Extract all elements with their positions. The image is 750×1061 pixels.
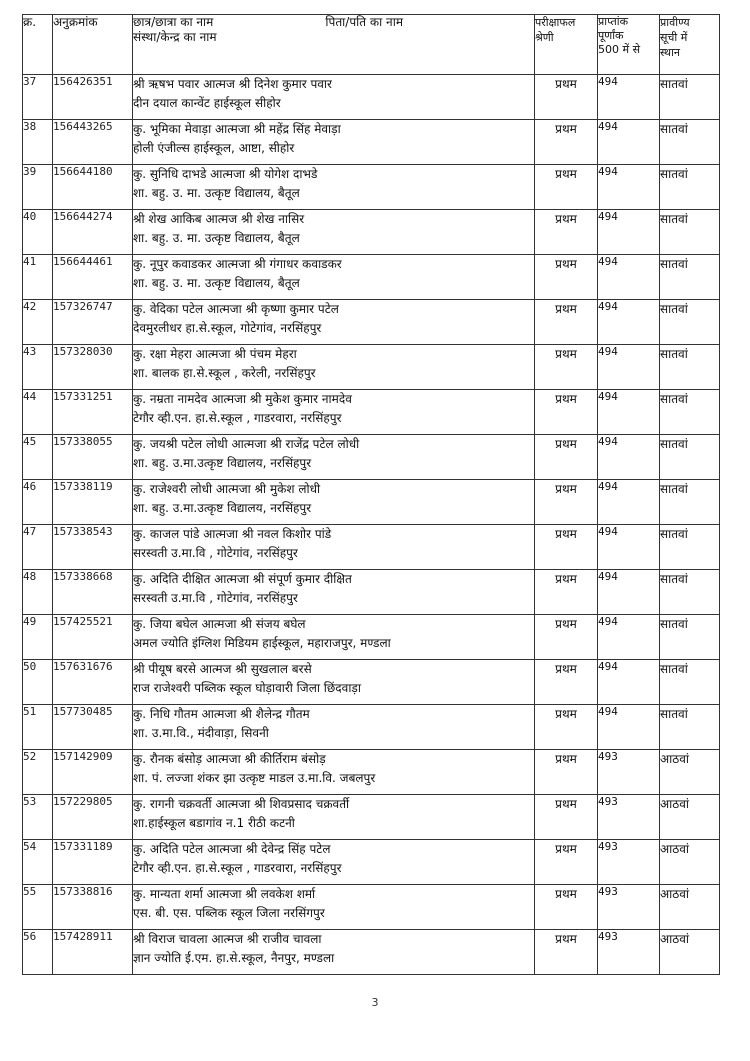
table-row	[23, 345, 720, 390]
result-category-cell: प्रथम	[535, 390, 598, 435]
table-row	[23, 120, 720, 165]
marks-cell: 494	[598, 615, 660, 660]
marks-cell: 494	[598, 390, 660, 435]
table-row	[23, 570, 720, 615]
roll-number-cell: 157730485	[53, 705, 133, 750]
serial-cell: 54	[23, 840, 53, 885]
serial-cell: 55	[23, 885, 53, 930]
student-parent-name: श्री विराज चावला आत्मज श्री राजीव चावला	[133, 932, 322, 946]
table-row	[23, 615, 720, 660]
school-name: शा.हाईस्कूल बडागांव न.1 रीठी कटनी	[133, 816, 295, 830]
school-name: शा. बहु. उ.मा.उत्कृष्ट विद्यालय, नरसिंहपुर	[133, 501, 312, 515]
table-row	[23, 705, 720, 750]
roll-number-cell: 156644274	[53, 210, 133, 255]
result-category-cell: प्रथम	[535, 525, 598, 570]
marks-cell: 494	[598, 165, 660, 210]
merit-rank-cell: सातवां	[660, 615, 720, 660]
serial-cell: 49	[23, 615, 53, 660]
name-cell	[133, 345, 535, 390]
roll-number-cell: 157338668	[53, 570, 133, 615]
name-cell	[133, 300, 535, 345]
name-cell	[133, 435, 535, 480]
name-cell	[133, 660, 535, 705]
school-name: शा. बहु. उ.मा.उत्कृष्ट विद्यालय, नरसिंहपुर	[133, 456, 312, 470]
roll-number-cell: 157338543	[53, 525, 133, 570]
roll-number-cell: 157328030	[53, 345, 133, 390]
school-name: सरस्वती उ.मा.वि , गोटेगांव, नरसिंहपुर	[133, 591, 298, 605]
marks-cell: 494	[598, 570, 660, 615]
merit-rank-cell: सातवां	[660, 210, 720, 255]
student-parent-name: कु. रागनी चक्रवर्ती आत्मजा श्री शिवप्रसाद चक्रवर्ती	[133, 797, 350, 811]
marks-cell: 494	[598, 705, 660, 750]
merit-rank-cell: सातवां	[660, 705, 720, 750]
merit-rank-cell: आठवां	[660, 840, 720, 885]
marks-cell: 494	[598, 210, 660, 255]
marks-cell: 494	[598, 255, 660, 300]
marks-cell: 493	[598, 840, 660, 885]
roll-number-cell: 156426351	[53, 75, 133, 120]
merit-list-table	[22, 14, 720, 975]
table-row	[23, 750, 720, 795]
roll-number-cell: 156644180	[53, 165, 133, 210]
name-cell	[133, 795, 535, 840]
name-cell	[133, 570, 535, 615]
roll-number-cell: 156443265	[53, 120, 133, 165]
header-roll-number: अनुक्रमांक	[53, 15, 133, 75]
name-cell	[133, 255, 535, 300]
table-row	[23, 300, 720, 345]
serial-cell: 41	[23, 255, 53, 300]
roll-number-cell: 157631676	[53, 660, 133, 705]
merit-rank-cell: सातवां	[660, 300, 720, 345]
student-parent-name: कु. मान्यता शर्मा आत्मजा श्री लवकेश शर्मा	[133, 887, 316, 901]
merit-rank-cell: सातवां	[660, 390, 720, 435]
header-merit-rank: प्रावीण्य सूची में स्थान	[660, 15, 720, 75]
student-parent-name: श्री पीयूष बरसे आत्मज श्री सुखलाल बरसे	[133, 662, 312, 676]
result-category-cell: प्रथम	[535, 570, 598, 615]
table-body	[23, 75, 720, 975]
roll-number-cell: 157428911	[53, 930, 133, 975]
marks-cell: 494	[598, 75, 660, 120]
merit-rank-cell: सातवां	[660, 255, 720, 300]
result-category-cell: प्रथम	[535, 300, 598, 345]
merit-rank-cell: सातवां	[660, 525, 720, 570]
table-row	[23, 525, 720, 570]
merit-rank-cell: आठवां	[660, 885, 720, 930]
table-row	[23, 435, 720, 480]
serial-cell: 53	[23, 795, 53, 840]
marks-cell: 494	[598, 660, 660, 705]
school-name: शा. बहु. उ. मा. उत्कृष्ट विद्यालय, बैतूल	[133, 231, 300, 245]
table-row	[23, 930, 720, 975]
name-cell	[133, 885, 535, 930]
marks-cell: 494	[598, 120, 660, 165]
serial-cell: 44	[23, 390, 53, 435]
result-category-cell: प्रथम	[535, 705, 598, 750]
header-student-name: छात्र/छात्रा का नाम	[133, 15, 214, 29]
name-cell	[133, 390, 535, 435]
serial-cell: 46	[23, 480, 53, 525]
student-parent-name: कु. नम्रता नामदेव आत्मजा श्री मुकेश कुमार नामदेव	[133, 392, 352, 406]
school-name: शा. बालक हा.से.स्कूल , करेली, नरसिंहपुर	[133, 366, 316, 380]
result-category-cell: प्रथम	[535, 795, 598, 840]
serial-cell: 50	[23, 660, 53, 705]
result-category-cell: प्रथम	[535, 120, 598, 165]
student-parent-name: कु. रक्षा मेहरा आत्मजा श्री पंचम मेहरा	[133, 347, 297, 361]
school-name: राज राजेश्वरी पब्लिक स्कूल घोड़ावारी जिला छिंदवाड़ा	[133, 681, 361, 695]
name-cell	[133, 840, 535, 885]
roll-number-cell: 157338119	[53, 480, 133, 525]
marks-cell: 494	[598, 480, 660, 525]
header-parent-name: पिता/पति का नाम	[325, 15, 403, 29]
school-name: अमल ज्योति इंग्लिश मिडियम हाईस्कूल, महाराजपुर, मण्डला	[133, 636, 391, 650]
roll-number-cell: 157142909	[53, 750, 133, 795]
school-name: देवमुरलीधर हा.से.स्कूल, गोटेगांव, नरसिंहपुर	[133, 321, 322, 335]
student-parent-name: कु. अदिति दीक्षित आत्मजा श्री संपूर्ण कुमार दीक्षित	[133, 572, 352, 586]
merit-rank-cell: सातवां	[660, 570, 720, 615]
roll-number-cell: 157331251	[53, 390, 133, 435]
name-cell	[133, 75, 535, 120]
result-category-cell: प्रथम	[535, 435, 598, 480]
school-name: एस. बी. एस. पब्लिक स्कूल जिला नरसिंगपुर	[133, 906, 325, 920]
serial-cell: 40	[23, 210, 53, 255]
name-cell	[133, 480, 535, 525]
result-category-cell: प्रथम	[535, 75, 598, 120]
roll-number-cell: 157229805	[53, 795, 133, 840]
name-cell	[133, 750, 535, 795]
marks-cell: 493	[598, 930, 660, 975]
table-row	[23, 795, 720, 840]
student-parent-name: कु. निधि गौतम आत्मजा श्री शैलेन्द्र गौतम	[133, 707, 310, 721]
marks-cell: 493	[598, 885, 660, 930]
table-row	[23, 480, 720, 525]
header-school-name: संस्था/केन्द्र का नाम	[133, 30, 217, 44]
result-category-cell: प्रथम	[535, 750, 598, 795]
name-cell	[133, 165, 535, 210]
merit-rank-cell: सातवां	[660, 165, 720, 210]
student-parent-name: कु. सुनिधि दाभडे आत्मजा श्री योगेश दाभडे	[133, 167, 318, 181]
roll-number-cell: 156644461	[53, 255, 133, 300]
marks-cell: 494	[598, 300, 660, 345]
school-name: ज्ञान ज्योति ई.एम. हा.से.स्कूल, नैनपुर, मण्डला	[133, 951, 335, 965]
school-name: टेगौर व्ही.एन. हा.से.स्कूल , गाडरवारा, नरसिंहपुर	[133, 411, 342, 425]
school-name: दीन दयाल कान्वेंट हाईस्कूल सीहोर	[133, 96, 281, 110]
school-name: टेगौर व्ही.एन. हा.से.स्कूल , गाडरवारा, नरसिंहपुर	[133, 861, 342, 875]
table-row	[23, 390, 720, 435]
merit-rank-cell: सातवां	[660, 75, 720, 120]
roll-number-cell: 157338055	[53, 435, 133, 480]
serial-cell: 45	[23, 435, 53, 480]
merit-rank-cell: सातवां	[660, 480, 720, 525]
result-category-cell: प्रथम	[535, 840, 598, 885]
student-parent-name: कु. वेदिका पटेल आत्मजा श्री कृष्णा कुमार पटेल	[133, 302, 339, 316]
student-parent-name: कु. काजल पांडे आत्मजा श्री नवल किशोर पांडे	[133, 527, 332, 541]
marks-cell: 493	[598, 750, 660, 795]
result-category-cell: प्रथम	[535, 210, 598, 255]
result-category-cell: प्रथम	[535, 255, 598, 300]
result-category-cell: प्रथम	[535, 660, 598, 705]
student-parent-name: कु. रौनक बंसोड़ आत्मजा श्री कीर्तिराम बंसोड़	[133, 752, 326, 766]
merit-rank-cell: सातवां	[660, 345, 720, 390]
school-name: शा. पं. लज्जा शंकर झा उत्कृष्ट माडल उ.मा.वि. जबलपुर	[133, 771, 376, 785]
table-row	[23, 660, 720, 705]
student-parent-name: कु. भूमिका मेवाड़ा आत्मजा श्री महेंद्र सिंह मेवाड़ा	[133, 122, 341, 136]
name-cell	[133, 210, 535, 255]
result-category-cell: प्रथम	[535, 885, 598, 930]
table-row	[23, 840, 720, 885]
name-cell	[133, 525, 535, 570]
school-name: होली एंजील्स हाईस्कूल, आष्टा, सीहोर	[133, 141, 295, 155]
marks-cell: 494	[598, 525, 660, 570]
header-name	[133, 15, 535, 75]
roll-number-cell: 157331189	[53, 840, 133, 885]
serial-cell: 42	[23, 300, 53, 345]
table-row	[23, 255, 720, 300]
school-name: शा. बहु. उ. मा. उत्कृष्ट विद्यालय, बैतूल	[133, 186, 300, 200]
school-name: शा. बहु. उ. मा. उत्कृष्ट विद्यालय, बैतूल	[133, 276, 300, 290]
result-category-cell: प्रथम	[535, 480, 598, 525]
serial-cell: 48	[23, 570, 53, 615]
student-parent-name: श्री ऋषभ पवार आत्मज श्री दिनेश कुमार पवार	[133, 77, 332, 91]
name-cell	[133, 120, 535, 165]
roll-number-cell: 157338816	[53, 885, 133, 930]
student-parent-name: कु. अदिति पटेल आत्मजा श्री देवेन्द्र सिंह पटेल	[133, 842, 331, 856]
student-parent-name: कु. नूपुर कवाडकर आत्मजा श्री गंगाधर कवाडकर	[133, 257, 342, 271]
merit-rank-cell: सातवां	[660, 120, 720, 165]
merit-rank-cell: आठवां	[660, 795, 720, 840]
name-cell	[133, 930, 535, 975]
student-parent-name: श्री शेख आकिब आत्मज श्री शेख नासिर	[133, 212, 305, 226]
student-parent-name: कु. राजेश्वरी लोधी आत्मजा श्री मुकेश लोधी	[133, 482, 321, 496]
serial-cell: 52	[23, 750, 53, 795]
serial-cell: 47	[23, 525, 53, 570]
result-category-cell: प्रथम	[535, 345, 598, 390]
header-serial: क्र.	[23, 15, 53, 75]
table-row	[23, 165, 720, 210]
marks-cell: 493	[598, 795, 660, 840]
marks-cell: 494	[598, 345, 660, 390]
school-name: सरस्वती उ.मा.वि , गोटेगांव, नरसिंहपुर	[133, 546, 298, 560]
roll-number-cell: 157326747	[53, 300, 133, 345]
table-header-row	[23, 15, 720, 75]
serial-cell: 39	[23, 165, 53, 210]
serial-cell: 43	[23, 345, 53, 390]
result-category-cell: प्रथम	[535, 165, 598, 210]
serial-cell: 56	[23, 930, 53, 975]
merit-rank-cell: सातवां	[660, 435, 720, 480]
header-result-category: परीक्षाफल श्रेणी	[535, 15, 598, 75]
serial-cell: 37	[23, 75, 53, 120]
header-marks: प्राप्तांक पूर्णांक 500 में से	[598, 15, 660, 75]
marks-cell: 494	[598, 435, 660, 480]
student-parent-name: कु. जिया बघेल आत्मजा श्री संजय बघेल	[133, 617, 306, 631]
table-row	[23, 75, 720, 120]
roll-number-cell: 157425521	[53, 615, 133, 660]
serial-cell: 51	[23, 705, 53, 750]
merit-rank-cell: सातवां	[660, 660, 720, 705]
serial-cell: 38	[23, 120, 53, 165]
name-cell	[133, 705, 535, 750]
merit-rank-cell: आठवां	[660, 930, 720, 975]
result-category-cell: प्रथम	[535, 615, 598, 660]
result-category-cell: प्रथम	[535, 930, 598, 975]
school-name: शा. उ.मा.वि., मंदीवाड़ा, सिवनी	[133, 726, 269, 740]
page-number: 3	[371, 996, 379, 1009]
merit-rank-cell: आठवां	[660, 750, 720, 795]
name-cell	[133, 615, 535, 660]
table-row	[23, 210, 720, 255]
table-row	[23, 885, 720, 930]
student-parent-name: कु. जयश्री पटेल लोधी आत्मजा श्री राजेंद्र पटेल लोधी	[133, 437, 360, 451]
